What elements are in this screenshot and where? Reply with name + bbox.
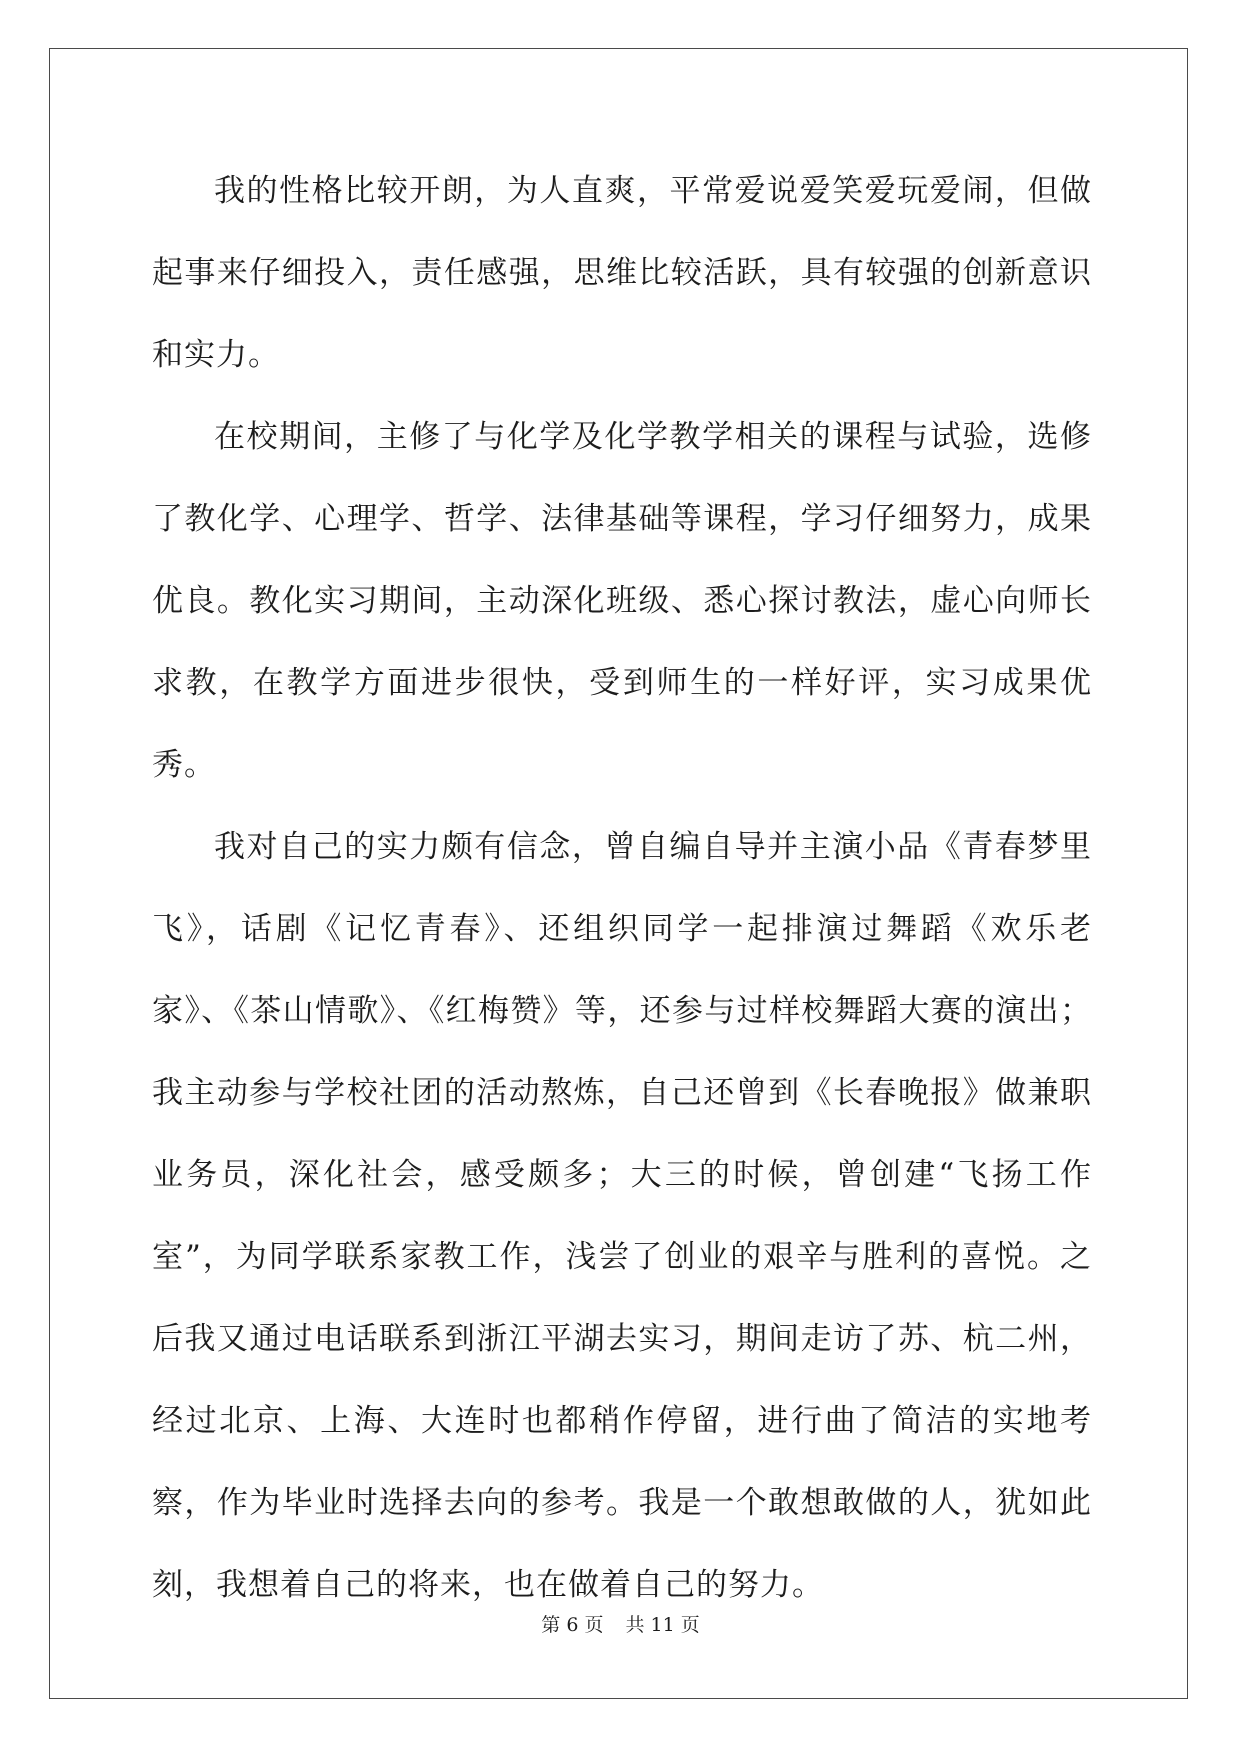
page-total: 共 11 页 [625,1614,700,1636]
page-number: 第 6 页 [541,1614,604,1636]
paragraph-1: 我的性格比较开朗，为人直爽，平常爱说爱笑爱玩爱闹，但做起事来仔细投入，责任感强，思维比较活跃，具有较强的创新意识和实力。 [152,173,1092,373]
paragraph-3: 我对自己的实力颇有信念，曾自编自导并主演小品《青春梦里飞》，话剧《记忆青春》、还组织同学一起排演过舞蹈《欢乐老家》、《茶山情歌》、《红梅赞》等，还参与过样校舞蹈大赛的演出；我主动参与学校社团的活动熬炼，自己还曾到《长春晚报》做兼职业务员，深化社会，感受颇多；大三的时候，曾创建“飞扬工作室”，为同学联系家教工作，浅尝了创业的艰辛与胜利的喜悦。之后我又通过电话联系到浙江平湖去实习，期间走访了苏、杭二州，经过北京、上海、大连时也都稍作停留，进行曲了简洁的实地考察，作为毕业时选择去向的参考。我是一个敢想敢做的人，犹如此刻，我想着自己的将来，也在做着自己的努力。 [152,829,1092,1603]
page-footer [0,1610,1241,1637]
document-body [152,150,1092,1626]
paragraph-2: 在校期间，主修了与化学及化学教学相关的课程与试验，选修了教化学、心理学、哲学、法律基础等课程，学习仔细努力，成果优良。教化实习期间，主动深化班级、悉心探讨教法，虚心向师长求教，在教学方面进步很快，受到师生的一样好评，实习成果优秀。 [152,419,1092,783]
